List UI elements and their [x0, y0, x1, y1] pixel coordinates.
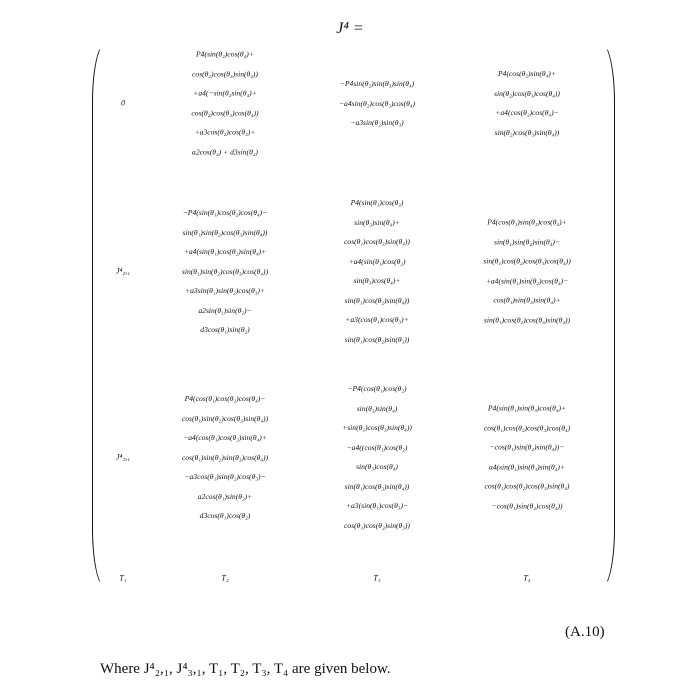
matrix-line: a2cos(θ₂) + d3sin(θ₂) [192, 147, 258, 156]
bottom-label: T₄ [523, 573, 531, 583]
matrix-line: sin(θ₁)cos(θ₂)sin(θ₃)) [344, 334, 410, 344]
matrix-line: sin(θ₃)sin(θ₄)+ [354, 217, 400, 227]
matrix-line: cos(θ₁)sin(θ₃)sin(θ₄)+ [493, 295, 561, 305]
matrix-line: a4(sin(θ₁)sin(θ₃)sin(θ₄)+ [488, 462, 566, 471]
matrix-line: sin(θ₁)cos(θ₂)cos(θ₃)sin(θ₄)) [483, 315, 571, 324]
matrix-line: sin(θ₃)sin(θ₄) [356, 403, 398, 413]
matrix-line: cos(θ₂)cos(θ₃)cos(θ₄)) [191, 108, 259, 117]
matrix-line: cos(θ₂)cos(θ₃)sin(θ₄)) [192, 69, 258, 78]
bottom-label: T₂ [221, 573, 229, 583]
bottom-label: T₃ [373, 573, 381, 583]
matrix-line: d3cos(θ₁)cos(θ₂) [199, 510, 251, 520]
matrix-cell [145, 203, 305, 340]
matrix-cell [297, 193, 457, 349]
matrix-line: cos(θ₁)cos(θ₃)sin(θ₄)) [344, 237, 410, 246]
matrix-line: +a4(sin(θ₁)cos(θ₂) [348, 256, 406, 266]
matrix-line: cos(θ₁)cos(θ₂)sin(θ₃)) [344, 520, 410, 530]
matrix-line: −cos(θ₁)sin(θ₂)cos(θ₄)) [491, 501, 563, 510]
matrix-line: d3cos(θ₁)sin(θ₂) [200, 324, 250, 334]
matrix-line: −P4sin(θ₂)sin(θ₃)sin(θ₄) [339, 78, 415, 88]
matrix-cell [297, 379, 457, 535]
matrix-line: −P4(sin(θ₁)cos(θ₂)cos(θ₄)− [182, 207, 268, 217]
matrix-line: +a3(cos(θ₁)cos(θ₃)+ [345, 315, 409, 324]
matrix-line: +sin(θ₁)cos(θ₃)sin(θ₄)) [342, 423, 412, 432]
row-label: 0 [121, 98, 125, 108]
matrix-line: +a3sin(θ₁)sin(θ₂)cos(θ₃)+ [185, 285, 265, 295]
matrix-line: P4(sin(θ₁)sin(θ₃)cos(θ₄)+ [487, 403, 567, 413]
matrix-cell [447, 399, 607, 516]
row-label: J⁴₃,₁ [116, 452, 130, 462]
matrix-line: cos(θ₁)cos(θ₂)cos(θ₃)cos(θ₄) [483, 423, 571, 432]
matrix-line: +a3cos(θ₂)cos(θ₃)+ [194, 127, 256, 137]
row-label: J⁴₂,₁ [116, 266, 130, 276]
bottom-label: T₁ [119, 573, 127, 583]
matrix-line: cos(θ₁)sin(θ₂)cos(θ₃)sin(θ₄)) [181, 413, 269, 423]
left-parenthesis [92, 42, 107, 589]
matrix-line: sin(θ₁)sin(θ₂)cos(θ₃)cos(θ₄)) [181, 266, 269, 276]
matrix-line: +a4(cos(θ₂)cos(θ₄)− [495, 108, 559, 117]
matrix-line: P4(cos(θ₂)sin(θ₄)+ [498, 69, 556, 78]
where-sentence: Where J⁴₂,₁, J⁴₃,₁, T₁, T₂, T₃, T₄ are given below. [100, 661, 391, 677]
matrix-line: −a3cos(θ₁)sin(θ₂)cos(θ₃)− [184, 471, 266, 481]
equation-number: (A.10) [565, 624, 605, 640]
matrix-line: −a4(cos(θ₁)cos(θ₂)sin(θ₄)+ [183, 432, 267, 442]
matrix-line: cos(θ₁)cos(θ₂)cos(θ₃)sin(θ₄) [484, 481, 570, 491]
matrix-line: +a4(−sin(θ₂sin(θ₄)+ [193, 88, 257, 98]
matrix-line: −a4((cos(θ₁)cos(θ₂) [346, 442, 408, 452]
matrix-line: sin(θ₂)cos(θ₃)sin(θ₄)) [494, 127, 560, 137]
matrix-line: −P4(cos(θ₁)cos(θ₂) [347, 384, 407, 393]
matrix-line: +a3(sin(θ₁)cos(θ₃)− [345, 501, 409, 510]
matrix-line: sin(θ₁)sin(θ₂)sin(θ₄)− [494, 237, 560, 246]
matrix-line: −a4sin(θ₂)cos(θ₃)cos(θ₄) [338, 98, 416, 108]
matrix-line: P4(sin(θ₂)cos(θ₄)+ [196, 49, 254, 59]
matrix-line: cos(θ₁)sin(θ₂)sin(θ₃)cos(θ₄)) [181, 452, 269, 462]
matrix-cell [447, 213, 607, 330]
matrix-line: sin(θ₃)cos(θ₄)+ [353, 276, 401, 285]
matrix-line: a2cos(θ₁)sin(θ₂)+ [197, 491, 253, 501]
matrix-line: P4(cos(θ₁)cos(θ₂)cos(θ₄)− [184, 393, 266, 403]
matrix-line: P4(sin(θ₁)cos(θ₂) [350, 198, 404, 207]
matrix-line: sin(θ₃)cos(θ₄) [356, 462, 398, 471]
matrix-line: −a3sin(θ₂)sin(θ₃) [350, 117, 404, 127]
matrix-line: sin(θ₁)cos(θ₂)cos(θ₃)cos(θ₄)) [483, 256, 571, 266]
matrix-line: sin(θ₁)cos(θ₂)sin(θ₄)) [344, 295, 410, 305]
matrix-line: sin(θ₂)cos(θ₃)cos(θ₄)) [494, 88, 560, 98]
matrix-title: J⁴ = [336, 20, 364, 37]
matrix-cell [447, 64, 607, 142]
matrix-line: −cos(θ₁)sin(θ₂)sin(θ₄))− [489, 442, 565, 452]
matrix-line: a2sin(θ₁)sin(θ₂)− [198, 305, 252, 315]
matrix-line: sin(θ₁)cos(θ₃)sin(θ₄)) [344, 481, 410, 491]
matrix-line: +a4(sin(θ₁)cos(θ₂)sin(θ₄)+ [183, 246, 267, 256]
matrix-cell [145, 389, 305, 526]
matrix-cell [297, 74, 457, 133]
matrix-line: P4(cos(θ₁)sin(θ₃)cos(θ₄)+ [487, 217, 567, 227]
matrix-line: sin(θ₁)sin(θ₂)cos(θ₃)sin(θ₄)) [182, 227, 268, 237]
matrix-cell [145, 45, 305, 162]
matrix-line: +a4(sin(θ₁)sin(θ₂)cos(θ₄)− [485, 276, 569, 285]
